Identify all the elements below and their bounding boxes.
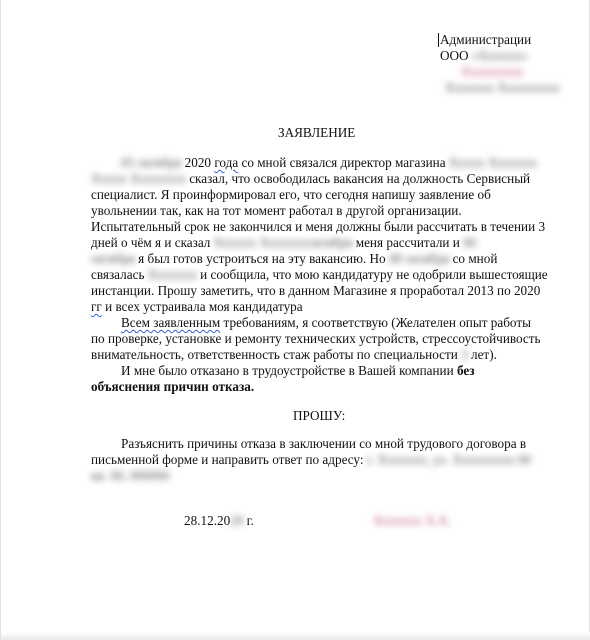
body-line-4: увольнении так, как на тот момент работал в другой организации. <box>91 203 462 218</box>
body-line-10 <box>91 299 303 315</box>
request-title: ПРОШУ: <box>293 408 346 423</box>
text-cursor <box>438 33 439 47</box>
redacted-year: 20 <box>230 513 244 528</box>
request-line-3 <box>91 468 170 484</box>
body-line-2 <box>91 171 530 187</box>
body-line-7 <box>91 251 497 267</box>
document-title: ЗАЯВЛЕНИЕ <box>278 125 356 140</box>
body-text: связалась <box>91 267 148 282</box>
addressee-line-4 <box>445 80 560 96</box>
redacted-director-name: Xxxxx Xxxxxxxx <box>91 171 186 186</box>
body-line-8 <box>91 267 548 283</box>
body-text: лет). <box>467 347 497 362</box>
body-line-1 <box>121 155 537 171</box>
page-bottom-edge <box>1 632 590 640</box>
body-line-13 <box>91 347 497 363</box>
redacted-month: октября <box>91 251 135 266</box>
body-text: со мной <box>449 251 498 266</box>
body-text: Всем заявленным <box>121 315 221 330</box>
request-line-2 <box>91 452 531 468</box>
addressee-company-prefix: ООО <box>440 48 469 63</box>
body-text: письменной форме и направить ответ по адресу: <box>91 452 367 467</box>
redacted-date: 00 <box>463 235 477 250</box>
body-text-bold: без <box>456 363 475 378</box>
body-line-3: специалист. Я проинформировал его, что сегодня напишу заявление об <box>91 187 491 202</box>
addressee-line-2 <box>440 48 528 64</box>
redacted-store-name: Xxxxx Xxxxxxx <box>448 155 538 170</box>
body-text: и всех устраивала моя кандидатура <box>101 299 303 314</box>
request-line-1: Разъяснить причины отказа в заключении со мной трудового договора в <box>121 436 527 451</box>
body-line-14 <box>121 363 475 379</box>
body-text: гг <box>91 299 102 314</box>
body-text: И мне было отказано в трудоустройстве в Вашей компании <box>121 363 457 378</box>
redacted-years: 3 <box>461 347 468 362</box>
signature-name <box>373 513 451 529</box>
body-text: и сообщила, что мою кандидатуру не одобрили вышестоящие <box>196 267 548 282</box>
redacted-date: 00 октября <box>388 251 450 266</box>
body-text: я был готов устроиться на эту вакансию. Но <box>134 251 389 266</box>
redacted-company-name: «Xxxxxx» <box>471 48 528 63</box>
redacted-addressee-name: Xxxxxxx Xxxxxxxxx <box>445 80 560 95</box>
body-text: внимательность, ответственность стаж работы по специальности <box>91 347 462 362</box>
body-line-15: объяснения причин отказа. <box>91 379 255 394</box>
body-line-9: инстанции. Прошу заметить, что в данном Магазине я проработал 2013 по 2020 <box>91 283 541 298</box>
signature-date <box>184 513 254 529</box>
redacted-addressee-title: Xxxxxxxxx <box>461 64 524 79</box>
body-line-5: Испытательный срок не закончился и меня должны были рассчитать в течении 3 <box>91 219 546 234</box>
redacted-name: Xxxxxxx <box>147 267 197 282</box>
body-text: требованиям, я соответствую (Желателен опыт работы <box>220 315 531 330</box>
redacted-address: кв. 00, 000000 <box>91 468 170 483</box>
body-text: сказал, что освободилась вакансия на должность Сервисный <box>185 171 531 186</box>
body-text: меня рассчитали и <box>352 235 464 250</box>
addressee-line-1: Администрации <box>440 32 532 47</box>
redacted-date: октября <box>308 235 353 250</box>
date-text: г. <box>243 513 254 528</box>
redacted-signature: Xxxxxxx X.X. <box>373 513 452 528</box>
body-text: со мной связался директор магазина <box>238 155 449 170</box>
body-text: 2020 <box>181 155 215 170</box>
redacted-name: Xxxxxx Xxxxxxx <box>213 235 309 250</box>
redacted-date: 05 октября <box>121 155 182 170</box>
body-line-6 <box>91 235 476 251</box>
date-text: 28.12.20 <box>184 513 231 528</box>
addressee-line-3 <box>461 64 523 80</box>
body-text: дней о чём я и сказал <box>91 235 214 250</box>
body-line-12: по проверке, установке и ремонту технических устройств, стрессоустойчивость <box>91 331 541 346</box>
body-text: года <box>214 155 239 170</box>
redacted-address: г. Xxxxxxx, ул. Xxxxxxxxx 00 <box>366 452 531 467</box>
body-line-11 <box>121 315 531 331</box>
